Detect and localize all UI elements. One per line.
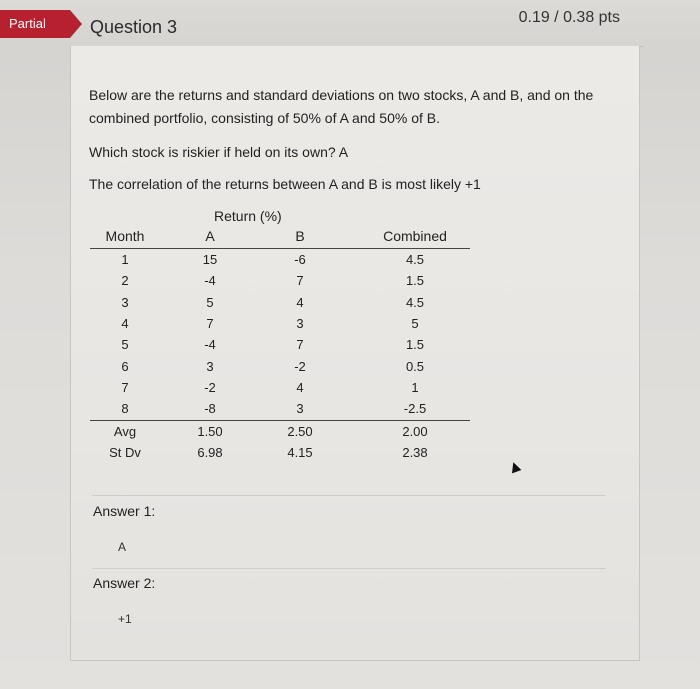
table-cell: -4 [204, 273, 216, 289]
question-intro-line-1: Below are the returns and standard deviations on two stocks, A and B, and on the [89, 87, 594, 103]
table-cell: 1.5 [405, 337, 425, 353]
table-cell: 5 [121, 337, 129, 353]
table-cell: 3 [121, 294, 129, 310]
table-cell: 3 [296, 315, 304, 331]
table-cell: 7 [296, 337, 304, 353]
answer-1-value: A [118, 540, 127, 554]
table-cell: 5 [411, 315, 419, 331]
table-cell: 4 [296, 379, 304, 395]
table-cell: 7 [121, 379, 129, 395]
table-group-header: Return (%) [214, 208, 282, 224]
table-summary-cell: 2.38 [402, 445, 428, 461]
table-cell: -8 [204, 401, 216, 417]
table-cell: -4 [204, 337, 216, 353]
table-cell: 3 [206, 358, 214, 374]
table-cell: 4 [121, 315, 129, 331]
points-score: 0.19 / 0.38 pts [518, 9, 620, 26]
question-prompt-1: Which stock is riskier if held on its own? A [89, 144, 349, 160]
question-intro-line-2: combined portfolio, consisting of 50% of A and 50% of B. [89, 110, 440, 126]
table-cell: -2 [204, 379, 216, 395]
answer-2-label: Answer 2: [93, 575, 156, 591]
answer-separator-1 [92, 495, 606, 496]
table-cell: 3 [296, 401, 304, 417]
table-summary-cell: 1.50 [197, 424, 223, 440]
table-summary-cell: St Dv [109, 445, 141, 461]
table-summary-cell: 2.00 [402, 424, 428, 440]
table-column-header: A [205, 228, 215, 244]
table-cell: 4 [296, 294, 304, 310]
table-column-header: B [295, 228, 305, 244]
table-cell: 4.5 [405, 294, 425, 310]
table-header-underline [90, 248, 470, 249]
table-cell: 5 [206, 294, 214, 310]
table-cell: 2 [121, 273, 129, 289]
answer-1-label: Answer 1: [93, 503, 156, 519]
table-summary-cell: 4.15 [287, 445, 313, 461]
table-cell: 1 [121, 252, 129, 267]
table-cell: 1.5 [405, 273, 425, 289]
table-summary-cell: Avg [113, 424, 137, 440]
table-summary-cell: 2.50 [287, 424, 313, 440]
table-column-header: Combined [383, 228, 447, 244]
partial-badge: Partial [0, 10, 70, 38]
question-title: Question 3 [90, 17, 178, 37]
table-cell: -2.5 [403, 401, 427, 417]
table-cell: 6 [121, 358, 129, 374]
table-summary-cell: 6.98 [197, 445, 223, 461]
table-cell: 7 [206, 315, 214, 331]
table-cell: 4.5 [405, 252, 425, 267]
table-bottom-rule [90, 420, 470, 421]
table-column-header: Month [105, 228, 145, 244]
answer-2-value: +1 [118, 612, 132, 626]
table-cell: -6 [294, 252, 306, 267]
table-cell: 1 [411, 379, 419, 395]
table-cell: 0.5 [405, 358, 425, 374]
table-cell: 7 [296, 273, 304, 289]
table-cell: -2 [294, 358, 306, 374]
question-prompt-2: The correlation of the returns between A and B is most likely +1 [89, 176, 481, 192]
table-cell: 15 [202, 252, 218, 267]
table-cell: 8 [121, 401, 129, 417]
answer-separator-2 [92, 568, 606, 569]
